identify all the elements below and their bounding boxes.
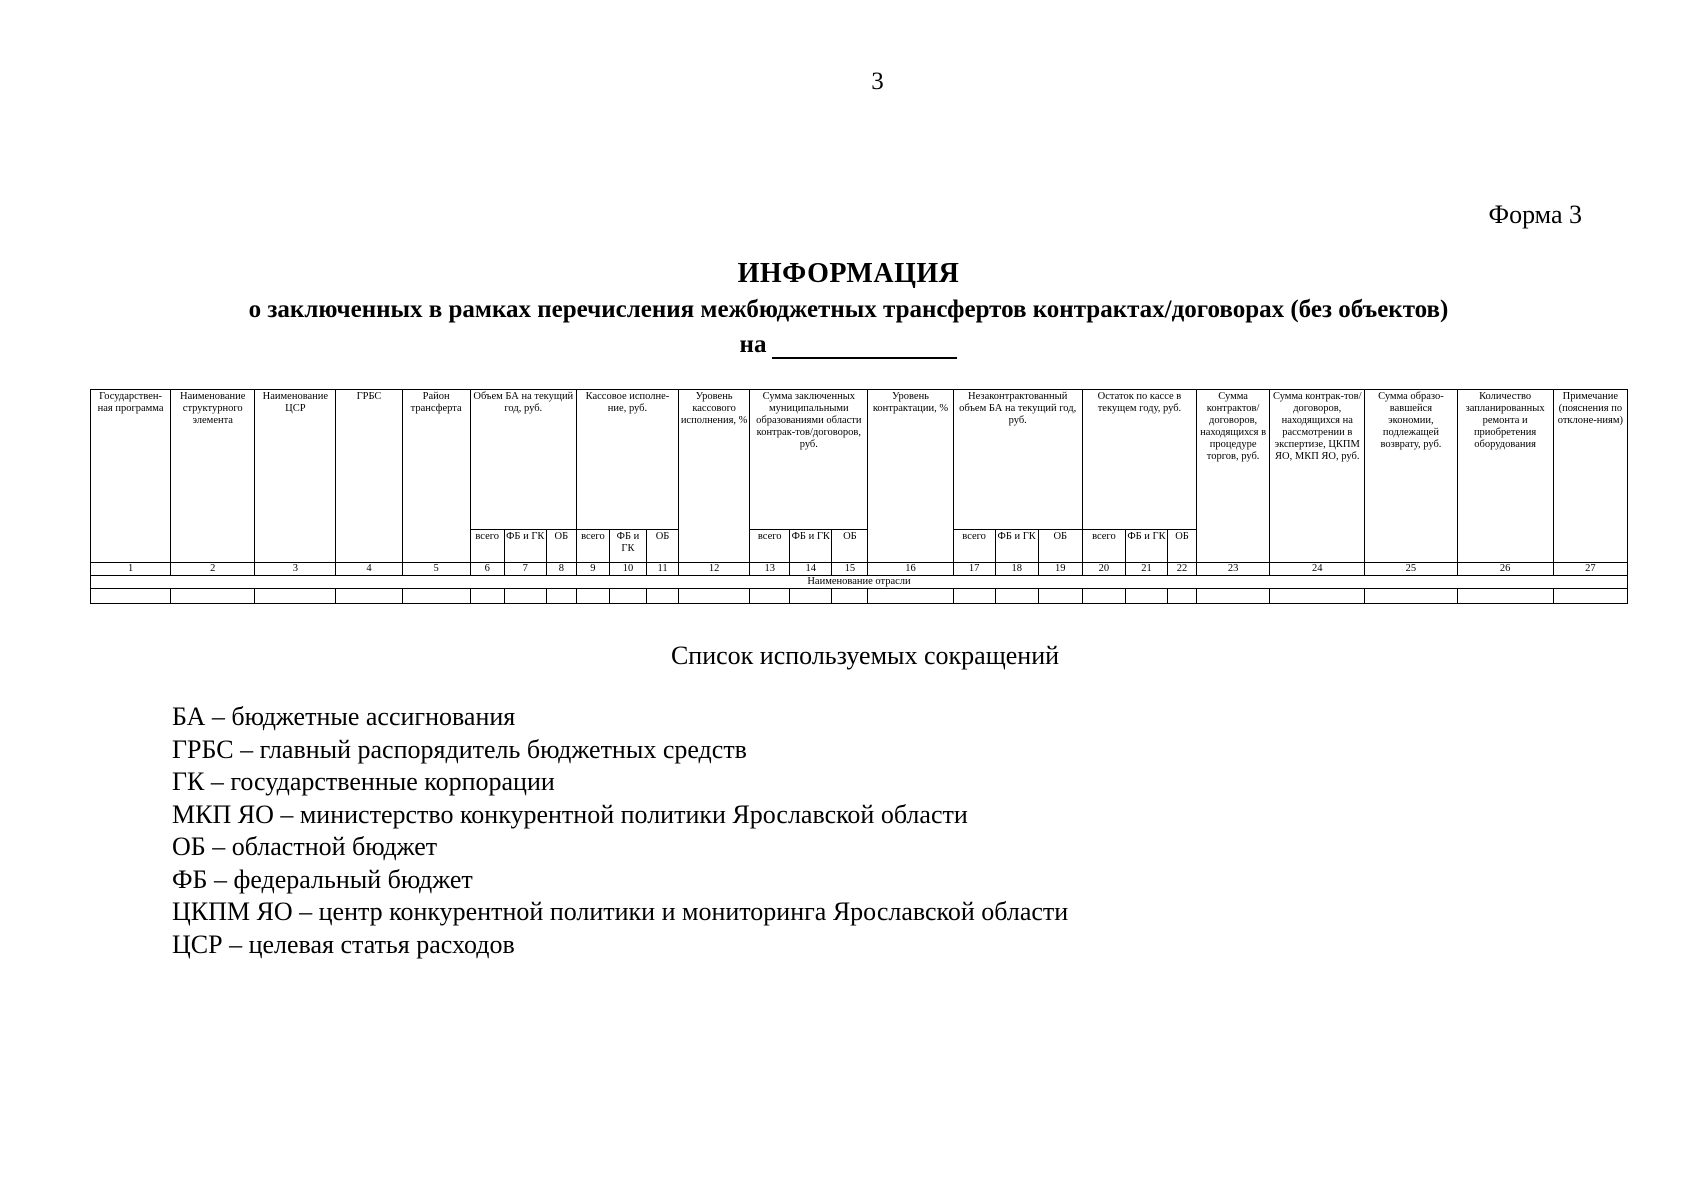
empty-cell	[470, 589, 504, 604]
empty-cell	[832, 589, 868, 604]
empty-cell	[609, 589, 646, 604]
header-in-expertise: Сумма контрак-тов/ договоров, находящихся на рассмотрении в экспертизе, ЦКПМ ЯО, МКП ЯО, руб.	[1270, 390, 1365, 563]
column-number: 3	[255, 563, 336, 576]
empty-cell	[750, 589, 790, 604]
empty-cell	[402, 589, 470, 604]
empty-cell	[1457, 589, 1553, 604]
abbreviation-item: БА – бюджетные ассигнования	[172, 702, 516, 731]
header-grbs: ГРБС	[336, 390, 402, 563]
date-prefix: на	[739, 331, 767, 358]
abbreviation-item: ГРБС – главный распорядитель бюджетных средств	[172, 734, 747, 764]
column-number: 5	[402, 563, 470, 576]
column-number: 16	[868, 563, 953, 576]
form-label: Форма 3	[1488, 200, 1582, 229]
column-number: 27	[1553, 563, 1627, 576]
column-number: 19	[1038, 563, 1082, 576]
column-number: 17	[953, 563, 995, 576]
subheader-fb-gk: ФБ и ГК	[609, 530, 646, 563]
abbreviation-item: МКП ЯО – министерство конкурентной политики Ярославской области	[172, 799, 968, 829]
header-cash-balance: Остаток по кассе в текущем году, руб.	[1082, 390, 1196, 530]
column-number: 20	[1082, 563, 1125, 576]
date-line	[0, 331, 1697, 359]
header-district: Район трансферта	[402, 390, 470, 563]
column-number: 23	[1197, 563, 1270, 576]
header-contract-level: Уровень контрактации, %	[868, 390, 953, 563]
column-number: 24	[1270, 563, 1365, 576]
column-number: 11	[647, 563, 679, 576]
abbreviations-list	[172, 701, 1068, 961]
sector-row	[91, 576, 1628, 589]
empty-cell	[255, 589, 336, 604]
header-ba-volume: Объем БА на текущий год, руб.	[470, 390, 576, 530]
header-struct-element: Наименование структурного элемента	[171, 390, 255, 563]
document-title: ИНФОРМАЦИЯ	[737, 258, 960, 289]
empty-cell	[1168, 589, 1197, 604]
column-number: 1	[91, 563, 171, 576]
column-number: 18	[995, 563, 1038, 576]
subheader-fb-gk: ФБ и ГК	[790, 530, 832, 563]
header-cash-level: Уровень кассового исполнения, %	[679, 390, 750, 563]
empty-cell	[1553, 589, 1627, 604]
empty-cell	[995, 589, 1038, 604]
abbreviation-item: ФБ – федеральный бюджет	[172, 864, 473, 894]
column-number: 22	[1168, 563, 1197, 576]
page-number: 3	[871, 68, 884, 95]
empty-cell	[679, 589, 750, 604]
empty-cell	[1125, 589, 1167, 604]
empty-cell	[868, 589, 953, 604]
column-number: 10	[609, 563, 646, 576]
empty-cell	[546, 589, 576, 604]
header-gos-program: Государствен-ная программа	[91, 390, 171, 563]
subheader-ob: ОБ	[546, 530, 576, 563]
header-csr: Наименование ЦСР	[255, 390, 336, 563]
empty-data-row	[91, 589, 1628, 604]
column-number-row	[91, 563, 1628, 576]
date-blank-field	[772, 333, 957, 359]
abbreviation-item: ЦКПМ ЯО – центр конкурентной политики и мониторинга Ярославской области	[172, 897, 1069, 926]
column-number: 7	[504, 563, 546, 576]
column-number: 8	[546, 563, 576, 576]
subheader-fb-gk: ФБ и ГК	[995, 530, 1038, 563]
empty-cell	[1270, 589, 1365, 604]
sector-label: Наименование отрасли	[91, 576, 1628, 589]
header-cash-execution: Кассовое исполне-ние, руб.	[576, 390, 678, 530]
column-number: 2	[171, 563, 255, 576]
abbreviation-item: ЦСР – целевая статья расходов	[172, 929, 515, 959]
column-number: 26	[1457, 563, 1553, 576]
column-number: 15	[832, 563, 868, 576]
empty-cell	[953, 589, 995, 604]
empty-cell	[1197, 589, 1270, 604]
subheader-total: всего	[953, 530, 995, 563]
table-header-row	[91, 390, 1628, 530]
empty-cell	[790, 589, 832, 604]
subheader-total: всего	[470, 530, 504, 563]
empty-cell	[336, 589, 402, 604]
subheader-ob: ОБ	[647, 530, 679, 563]
abbreviation-item: ГК – государственные корпорации	[172, 767, 555, 796]
abbreviation-item: ОБ – областной бюджет	[172, 832, 438, 861]
empty-cell	[1038, 589, 1082, 604]
header-note: Примечание (пояснения по отклоне-ниям)	[1553, 390, 1627, 563]
subheader-fb-gk: ФБ и ГК	[1125, 530, 1167, 563]
column-number: 6	[470, 563, 504, 576]
subheader-total: всего	[750, 530, 790, 563]
column-number: 9	[576, 563, 609, 576]
header-in-tender: Сумма контрактов/ договоров, находящихся в процедуре торгов, руб.	[1197, 390, 1270, 563]
subheader-ob: ОБ	[1038, 530, 1082, 563]
report-form-table	[90, 389, 1628, 604]
empty-cell	[91, 589, 171, 604]
header-savings: Сумма образо-вавшейся экономии, подлежащей возврату, руб.	[1365, 390, 1457, 563]
column-number: 25	[1365, 563, 1457, 576]
column-number: 21	[1125, 563, 1167, 576]
subheader-fb-gk: ФБ и ГК	[504, 530, 546, 563]
header-contracted-sum: Сумма заключенных муниципальными образованиями области контрак-тов/договоров, руб.	[750, 390, 868, 530]
subheader-total: всего	[1082, 530, 1125, 563]
column-number: 14	[790, 563, 832, 576]
empty-cell	[1082, 589, 1125, 604]
empty-cell	[171, 589, 255, 604]
subheader-total: всего	[576, 530, 609, 563]
header-uncontracted: Незаконтрактованный объем БА на текущий год, руб.	[953, 390, 1082, 530]
empty-cell	[1365, 589, 1457, 604]
empty-cell	[647, 589, 679, 604]
subheader-ob: ОБ	[1168, 530, 1197, 563]
column-number: 4	[336, 563, 402, 576]
abbreviations-title: Список используемых сокращений	[670, 641, 1060, 670]
column-number: 13	[750, 563, 790, 576]
document-subtitle: о заключенных в рамках перечисления межбюджетных трансфертов контрактах/договорах (без объектов)	[248, 296, 1449, 323]
empty-cell	[504, 589, 546, 604]
header-repair-count: Количество запланированных ремонта и приобретения оборудования	[1457, 390, 1553, 563]
subheader-ob: ОБ	[832, 530, 868, 563]
empty-cell	[576, 589, 609, 604]
column-number: 12	[679, 563, 750, 576]
